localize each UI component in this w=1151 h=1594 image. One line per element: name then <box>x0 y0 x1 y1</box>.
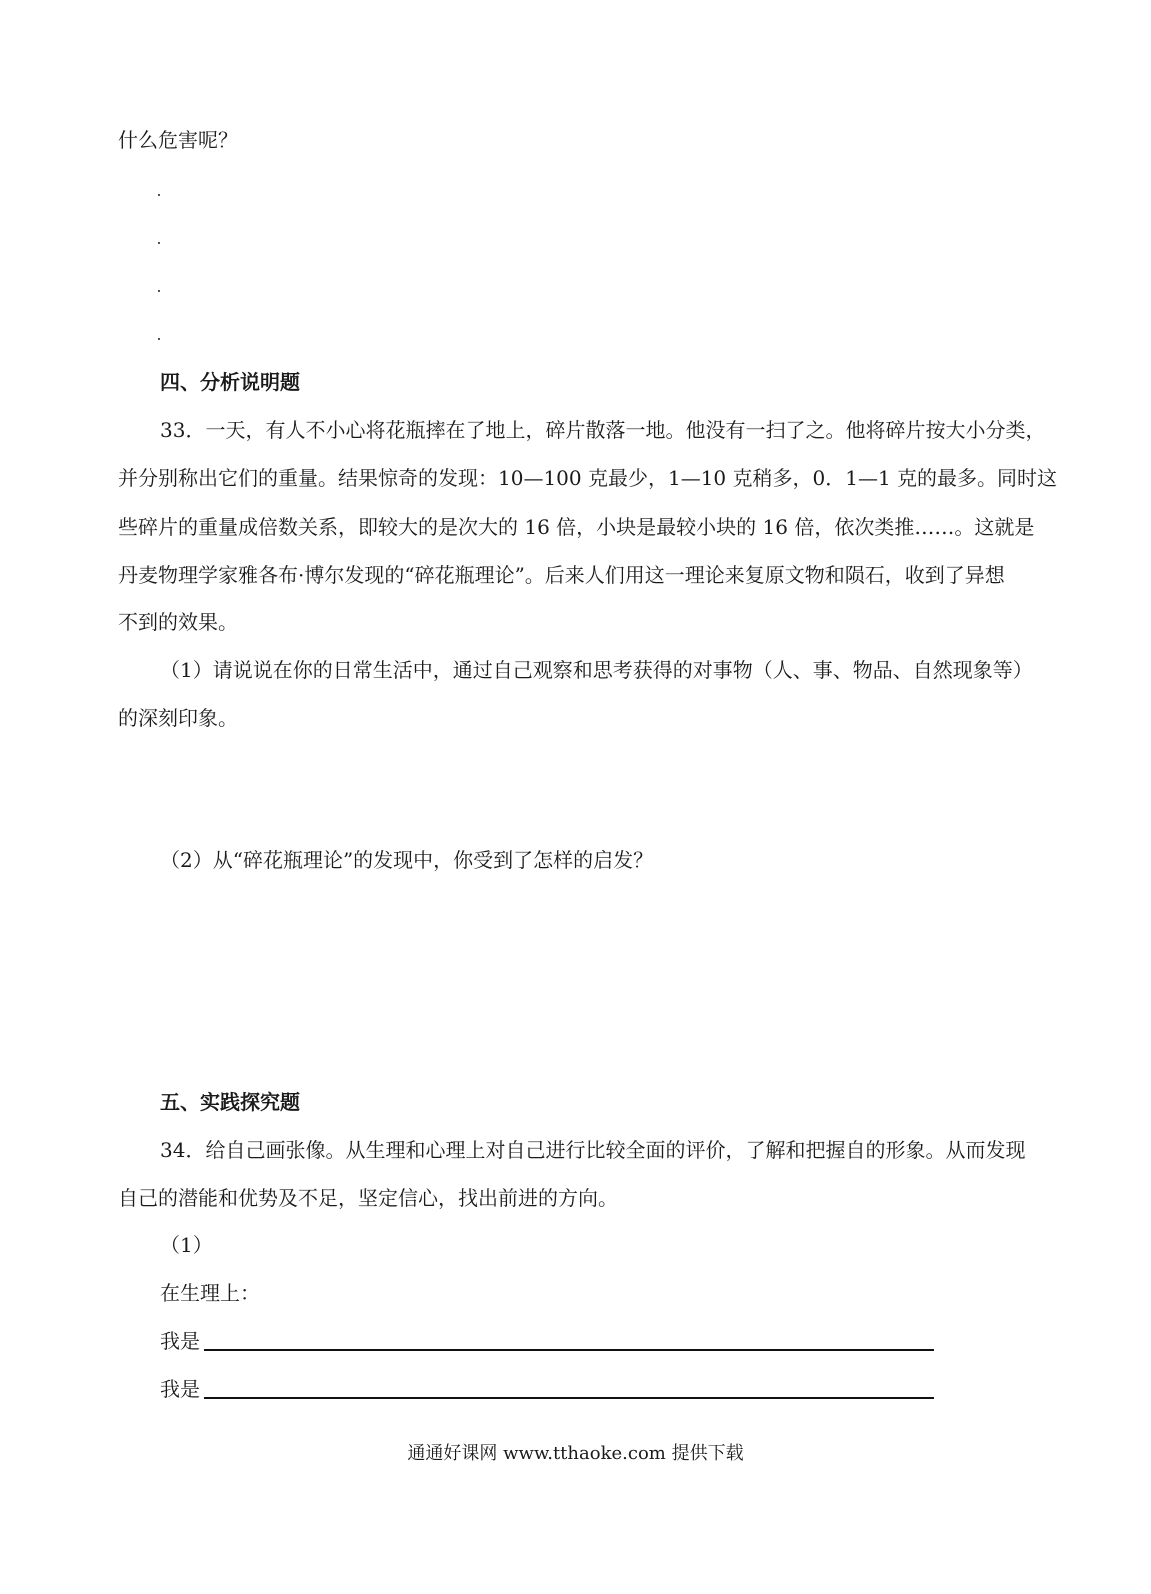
answer-dot <box>158 290 160 292</box>
fill-row <box>160 1329 200 1353</box>
answer-blank-line[interactable] <box>204 1397 934 1399</box>
q33-line: 些碎片的重量成倍数关系，即较大的是次大的 16 倍，小块是最较小块的 16 倍，依次类推……。这就是 <box>118 515 1035 539</box>
answer-dot <box>158 194 160 196</box>
q33-line: 并分别称出它们的重量。结果惊奇的发现：10—100 克最少，1—10 克稍多，0．1—1 克的最多。同时这 <box>118 466 1058 490</box>
q34-line: 34．给自己画张像。从生理和心理上对自己进行比较全面的评价，了解和把握自的形象。从而发现 <box>160 1138 1026 1162</box>
answer-dot <box>158 242 160 244</box>
q33-sub2: （2）从“碎花瓶理论”的发现中，你受到了怎样的启发？ <box>160 848 654 872</box>
physiology-label: 在生理上： <box>160 1281 260 1305</box>
fill-prefix: 我是 <box>160 1377 200 1401</box>
q33-line: 丹麦物理学家雅各布·博尔发现的“碎花瓶理论”。后来人们用这一理论来复原文物和陨石，收到了异想 <box>118 563 1005 587</box>
q34-line: 自己的潜能和优势及不足，坚定信心，找出前进的方向。 <box>118 1186 618 1210</box>
answer-blank-line[interactable] <box>204 1349 934 1351</box>
fill-prefix: 我是 <box>160 1329 200 1353</box>
q33-sub1-line: 的深刻印象。 <box>118 706 238 730</box>
section-5-heading: 五、实践探究题 <box>160 1090 300 1114</box>
fill-row <box>160 1377 200 1401</box>
q33-line: 33．一天，有人不小心将花瓶摔在了地上，碎片散落一地。他没有一扫了之。他将碎片按大小分类， <box>160 418 1046 442</box>
continuation-text: 什么危害呢？ <box>118 128 238 152</box>
page-footer: 通通好课网 www.tthaoke.com 提供下载 <box>407 1443 744 1464</box>
answer-dot <box>158 338 160 340</box>
q33-line: 不到的效果。 <box>118 610 238 634</box>
q33-sub1-line: （1）请说说在你的日常生活中，通过自己观察和思考获得的对事物（人、事、物品、自然现象等） <box>160 658 1033 682</box>
q34-part1: （1） <box>160 1233 213 1257</box>
section-4-heading: 四、分析说明题 <box>160 370 300 394</box>
